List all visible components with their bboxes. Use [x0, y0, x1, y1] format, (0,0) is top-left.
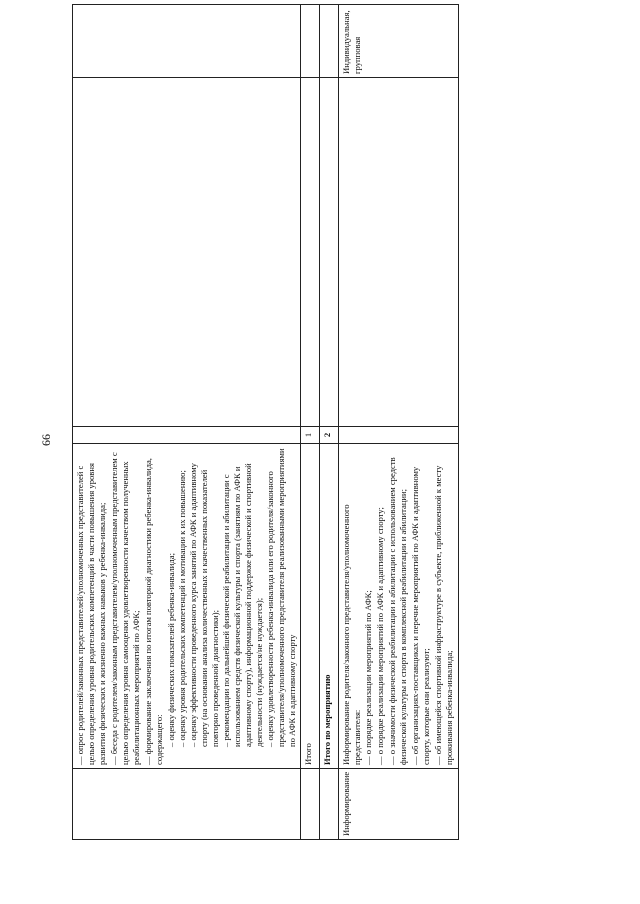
- empty-cell: [301, 78, 320, 427]
- measures-table: [72, 4, 459, 840]
- count-cell: [73, 427, 301, 444]
- empty-cell: [320, 769, 339, 840]
- sub-list-item: – оценку удовлетворенности ребенка-инвалида или его родителя/законного представителя/уполномоченного представителя реализованными мероприятиями по АФК и адаптивному спорту: [265, 447, 298, 747]
- empty-cell: [320, 78, 339, 427]
- empty-cell: [320, 5, 339, 78]
- list-item: — о порядке реализации мероприятий по АФК и адаптивному спорту;: [375, 447, 386, 765]
- rotated-table-page: [72, 10, 640, 840]
- list-item: — формирование заключения по итогам повторной диагностики ребенка-инвалида, содержащего:: [143, 447, 165, 765]
- list-item: — об имеющейся спортивной инфраструктуре в субъекте, приближенной к месту проживания ребенка-инвалида;: [433, 447, 455, 765]
- list-item: — об организациях-поставщиках и перечне мероприятий по АФК и адаптивному спорту, которые они реализуют;: [410, 447, 432, 765]
- form-cell: Индивидуальная, групповая: [339, 5, 459, 78]
- table-row: [339, 5, 459, 840]
- measure-content-cell: [339, 444, 459, 769]
- page-number: 66: [39, 434, 53, 446]
- list-item: — беседа с родителем/законным представителем/уполномоченным представителем с целью определения уровня самооценки удовлетворенности качеством полученных реабилитационных мероприятий по АФК;: [109, 447, 142, 765]
- measure-content-cell: [73, 444, 301, 769]
- measure-name-cell: [73, 769, 301, 840]
- itogo-label: Итого: [301, 444, 320, 769]
- list-item: — о значимости физической реабилитации и абилитации с использованием средств физической культуры и спорта в комплексной реабилитации и абилитации;: [387, 447, 409, 765]
- empty-cell: [73, 78, 301, 427]
- list-item: — о порядке реализации мероприятий по АФК;: [363, 447, 374, 765]
- count-cell: [339, 427, 459, 444]
- sub-list-item: – оценку эффективности проведенного курса занятий по АФК и адаптивному спорту (на основании анализа количественных и качественных показателей повторно проведенной диагностики);: [188, 447, 221, 747]
- empty-cell: [339, 78, 459, 427]
- empty-cell: [301, 769, 320, 840]
- table-row: [73, 5, 301, 840]
- itogo-meropr-number: 2: [320, 427, 339, 444]
- table-row: [301, 5, 320, 840]
- list-item: — опрос родителей/законных представителей/уполномоченных представителей с целью определения уровня родительских компетенций в части повышения уровня развития физических и жизненно важных навыков у ребенка-инвалида;: [75, 447, 108, 765]
- sub-list-item: – оценку уровня родительских компетенций и мотивации к их повышению;: [177, 447, 188, 747]
- form-cell: [73, 5, 301, 78]
- empty-cell: [301, 5, 320, 78]
- table-row: [320, 5, 339, 840]
- content-intro: Информирование родителя/законного представителя/уполномоченного представителя:: [341, 504, 362, 765]
- itogo-meropr-label: Итого по мероприятию: [320, 444, 339, 769]
- sub-list-item: – оценку физических показателей ребенка-инвалида;: [166, 447, 177, 747]
- sub-list-item: – рекомендации по дальнейшей физической реабилитации и абилитации с использованием средств физической культуры и спорта (занятиям по АФК и адаптивному спорту), информационной поддержке физической и спортивной деятельности (нуждается/не нуждается);: [221, 447, 265, 747]
- measure-name-cell: Информирование: [339, 769, 459, 840]
- itogo-number: 1: [301, 427, 320, 444]
